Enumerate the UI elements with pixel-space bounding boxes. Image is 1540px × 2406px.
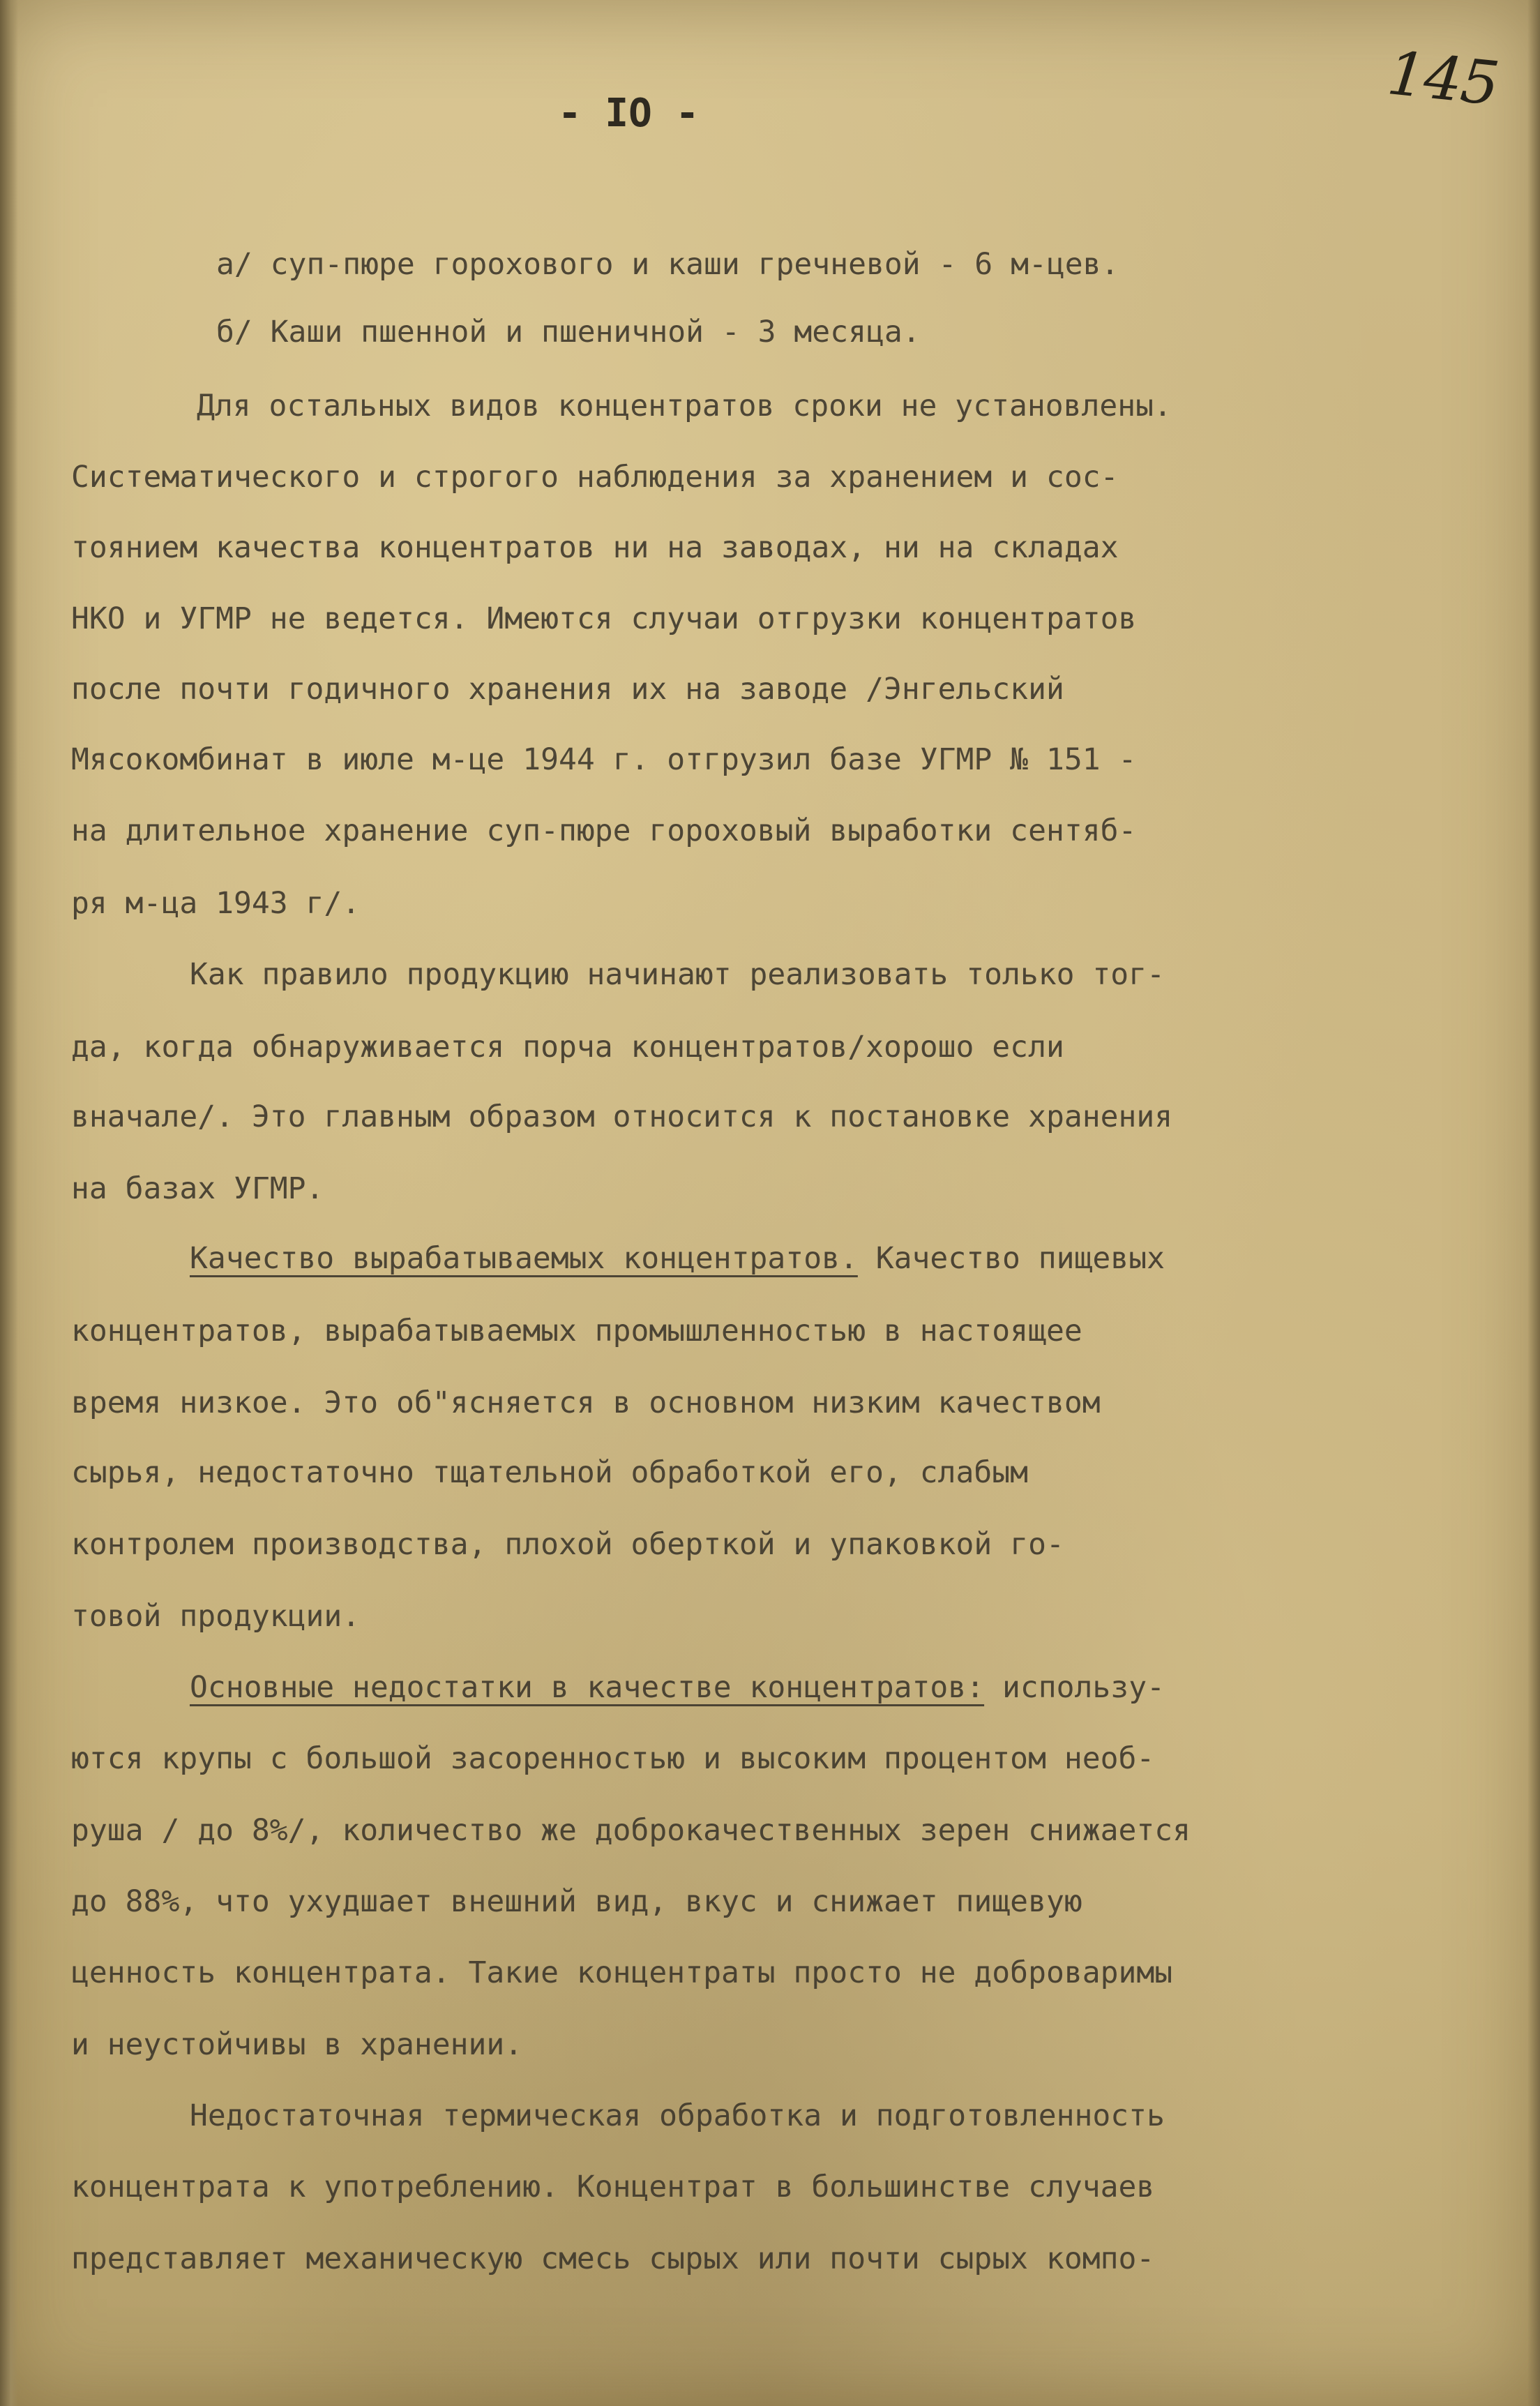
text-line-continuation: Качество пищевых: [857, 1241, 1165, 1276]
text-line: Систематического и строгого наблюдения за хранением и сос-: [71, 460, 1119, 495]
text-line: б/ Каши пшенной и пшеничной - 3 месяца.: [216, 315, 921, 349]
text-line: ценность концентрата. Такие концентраты просто не доброваримы: [71, 1955, 1173, 1990]
text-line: концентратов, вырабатываемых промышленностью в настоящее: [71, 1314, 1082, 1348]
text-line: Недостаточная термическая обработка и подготовленность: [190, 2098, 1165, 2133]
text-line: тоянием качества концентратов ни на заводах, ни на складах: [71, 530, 1119, 565]
text-line: руша / до 8%/, количество же доброкачественных зерен снижается: [71, 1813, 1191, 1848]
text-line: контролем производства, плохой оберткой и упаковкой го-: [71, 1527, 1064, 1562]
text-line: время низкое. Это об"ясняется в основном низким качеством: [71, 1385, 1101, 1420]
section-heading: Основные недостатки в качестве концентратов:: [190, 1670, 985, 1705]
text-line: после почти годичного хранения их на заводе /Энгельский: [71, 672, 1064, 707]
text-line: Мясокомбинат в июле м-це 1944 г. отгрузил базе УГМР № 151 -: [71, 742, 1137, 777]
page-binding-edge: [0, 0, 18, 2406]
text-line: товой продукции.: [71, 1599, 361, 1634]
page-right-edge: [1527, 0, 1540, 2406]
text-line: да, когда обнаруживается порча концентратов/хорошо если: [71, 1030, 1064, 1065]
text-line: [190, 1241, 1165, 1276]
text-line: вначале/. Это главным образом относится к постановке хранения: [71, 1099, 1173, 1134]
archive-sheet-number: 145: [1384, 38, 1502, 119]
text-line: ются крупы с большой засоренностью и высоким процентом необ-: [71, 1741, 1155, 1776]
text-line: до 88%, что ухудшает внешний вид, вкус и снижает пищевую: [71, 1884, 1082, 1919]
text-line: представляет механическую смесь сырых или почти сырых компо-: [71, 2241, 1155, 2276]
text-line: и неустойчивы в хранении.: [71, 2027, 523, 2062]
text-line: Для остальных видов концентратов сроки не установлены.: [197, 389, 1172, 423]
text-line: на базах УГМР.: [71, 1171, 324, 1206]
page-number: - IO -: [558, 91, 700, 136]
text-line: Как правило продукцию начинают реализовать только тог-: [190, 957, 1165, 992]
text-line-continuation: использу-: [984, 1670, 1165, 1705]
section-heading: Качество вырабатываемых концентратов.: [190, 1241, 858, 1276]
text-line: на длительное хранение суп-пюре гороховый выработки сентяб-: [71, 813, 1137, 848]
text-line: [190, 1670, 1165, 1705]
text-line: ря м-ца 1943 г/.: [71, 886, 361, 921]
text-line: а/ суп-пюре горохового и каши гречневой - 6 м-цев.: [216, 247, 1119, 282]
text-line: концентрата к употреблению. Концентрат в большинстве случаев: [71, 2170, 1155, 2204]
text-line: НКО и УГМР не ведется. Имеются случаи отгрузки концентратов: [71, 601, 1137, 636]
text-line: сырья, недостаточно тщательной обработкой его, слабым: [71, 1455, 1029, 1490]
